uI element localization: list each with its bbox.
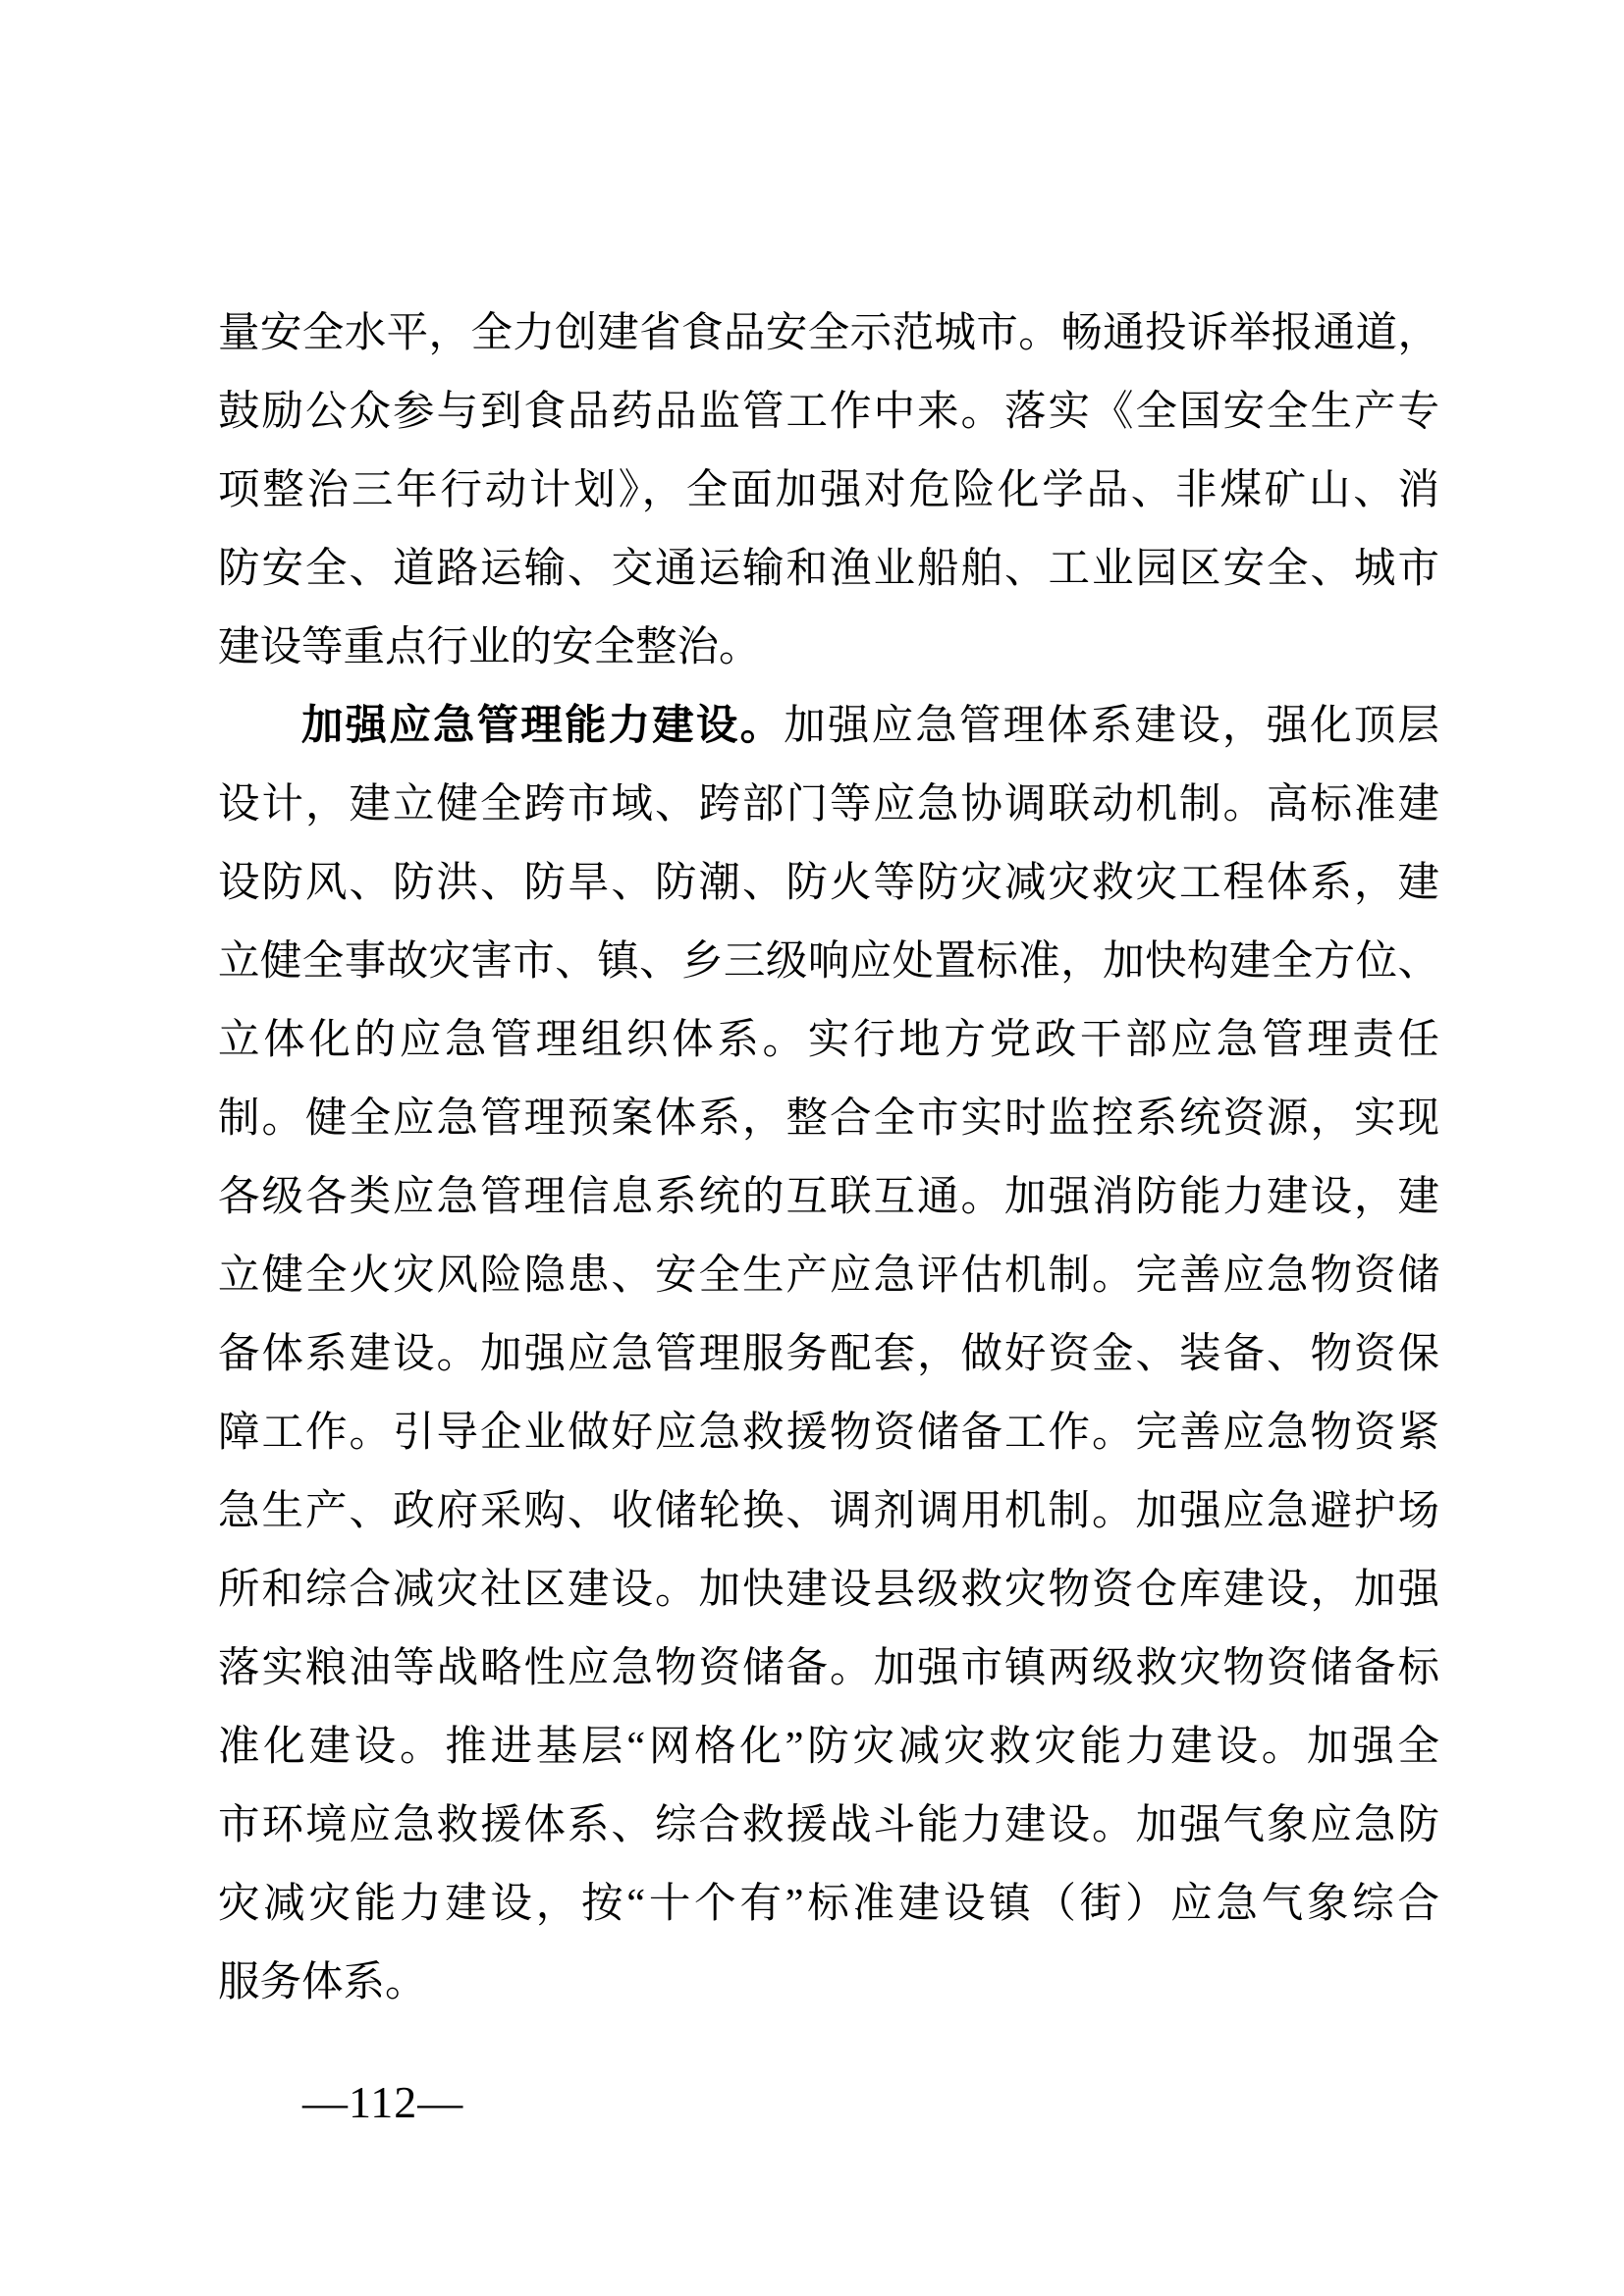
page-number: —112— [302, 2077, 464, 2127]
text-line [218, 1865, 1439, 1944]
text-run: 设计，建立健全跨市域、跨部门等应急协调联动机制。高标准建 [218, 781, 1439, 828]
text-line [218, 766, 1439, 844]
text-line [218, 1472, 1439, 1551]
text-line [218, 687, 1439, 766]
text-line [218, 609, 1439, 687]
document-body [218, 294, 1439, 2022]
text-line [218, 1787, 1439, 1865]
text-line [218, 1237, 1439, 1315]
text-line [218, 1158, 1439, 1237]
text-run: 建设等重点行业的安全整治。 [218, 624, 761, 670]
text-line [218, 1708, 1439, 1787]
text-run: 设防风、防洪、防旱、防潮、防火等防灾减灾救灾工程体系，建 [218, 860, 1439, 906]
text-run: 立健全事故灾害市、镇、乡三级响应处置标准，加快构建全方位、 [218, 938, 1439, 985]
text-run: 各级各类应急管理信息系统的互联互通。加强消防能力建设，建 [218, 1174, 1439, 1220]
text-run: 灾减灾能力建设，按“十个有”标准建设镇（街）应急气象综合 [218, 1881, 1439, 1927]
text-run: 服务体系。 [218, 1959, 427, 2005]
text-run: 立健全火灾风险隐患、安全生产应急评估机制。完善应急物资储 [218, 1253, 1439, 1299]
text-run: 项整治三年行动计划》，全面加强对危险化学品、非煤矿山、消 [218, 467, 1439, 513]
text-line [218, 1315, 1439, 1394]
text-line [218, 452, 1439, 530]
text-run: 加强应急管理体系建设，强化顶层 [784, 703, 1439, 749]
text-run: 落实粮油等战略性应急物资储备。加强市镇两级救灾物资储备标 [218, 1645, 1439, 1691]
text-run: 市环境应急救援体系、综合救援战斗能力建设。加强气象应急防 [218, 1802, 1439, 1848]
text-line [218, 530, 1439, 609]
text-line [218, 1394, 1439, 1472]
text-run: 防安全、道路运输、交通运输和渔业船舶、工业园区安全、城市 [218, 546, 1439, 592]
text-line [218, 294, 1439, 373]
text-line [218, 844, 1439, 923]
text-run: 鼓励公众参与到食品药品监管工作中来。落实《全国安全生产专 [218, 389, 1439, 435]
text-run: 所和综合减灾社区建设。加快建设县级救灾物资仓库建设，加强 [218, 1567, 1439, 1613]
text-line [218, 1080, 1439, 1158]
text-line [218, 1629, 1439, 1708]
text-line [218, 1944, 1439, 2022]
text-run: 立体化的应急管理组织体系。实行地方党政干部应急管理责任 [218, 1017, 1439, 1063]
text-line [218, 1551, 1439, 1629]
text-run: 障工作。引导企业做好应急救援物资储备工作。完善应急物资紧 [218, 1410, 1439, 1456]
text-run: 准化建设。推进基层“网格化”防灾减灾救灾能力建设。加强全 [218, 1724, 1439, 1770]
text-run: 备体系建设。加强应急管理服务配套，做好资金、装备、物资保 [218, 1331, 1439, 1377]
text-line [218, 1001, 1439, 1080]
text-run: 制。健全应急管理预案体系，整合全市实时监控系统资源，实现 [218, 1095, 1439, 1142]
text-run: 急生产、政府采购、收储轮换、调剂调用机制。加强应急避护场 [218, 1488, 1439, 1534]
text-line [218, 373, 1439, 452]
bold-text-run: 加强应急管理能力建设。 [301, 703, 785, 749]
text-line [218, 923, 1439, 1001]
text-run: 量安全水平，全力创建省食品安全示范城市。畅通投诉举报通道， [218, 310, 1439, 356]
